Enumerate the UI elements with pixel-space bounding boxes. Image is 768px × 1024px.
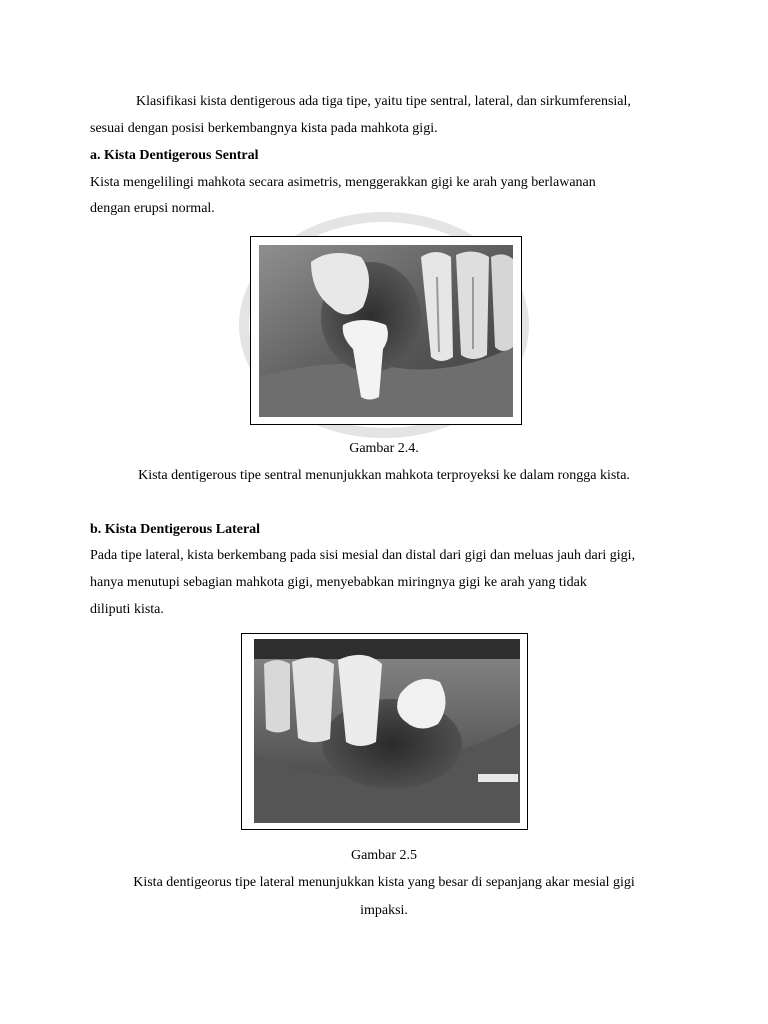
section-a-body-line-2: dengan erupsi normal. [90,201,215,216]
figure-2-4-label: Gambar 2.4. [349,441,419,456]
figure-2-5-caption-line-1: Kista dentigeorus tipe lateral menunjukkan kista yang besar di sepanjang akar mesial gigi [133,875,635,890]
intro-line-2: sesuai dengan posisi berkembangnya kista pada mahkota gigi. [90,121,438,136]
section-b-heading: b. Kista Dentigerous Lateral [90,522,261,537]
radiograph-figure-2-4 [250,236,522,425]
radiograph-figure-2-5 [241,633,528,830]
section-a-heading: a. Kista Dentigerous Sentral [90,148,259,163]
radiograph-image-lateral [242,634,527,829]
section-b-body-line-2: hanya menutupi sebagian mahkota gigi, menyebabkan miringnya gigi ke arah yang tidak [90,575,587,590]
radiograph-image-central [251,237,521,424]
section-b-body-line-1: Pada tipe lateral, kista berkembang pada sisi mesial dan distal dari gigi dan meluas jauh dari gigi, [90,548,636,563]
section-b-body-line-3: diliputi kista. [90,602,164,617]
section-a-body-line-1: Kista mengelilingi mahkota secara asimetris, menggerakkan gigi ke arah yang berlawanan [90,175,596,190]
figure-2-5-label: Gambar 2.5 [350,848,418,863]
figure-2-5-caption-line-2: impaksi. [360,903,408,918]
intro-line-1: Klasifikasi kista dentigerous ada tiga tipe, yaitu tipe sentral, lateral, dan sirkumferensial, [136,94,631,109]
figure-2-4-caption: Kista dentigerous tipe sentral menunjukkan mahkota terproyeksi ke dalam rongga kista. [138,468,630,483]
